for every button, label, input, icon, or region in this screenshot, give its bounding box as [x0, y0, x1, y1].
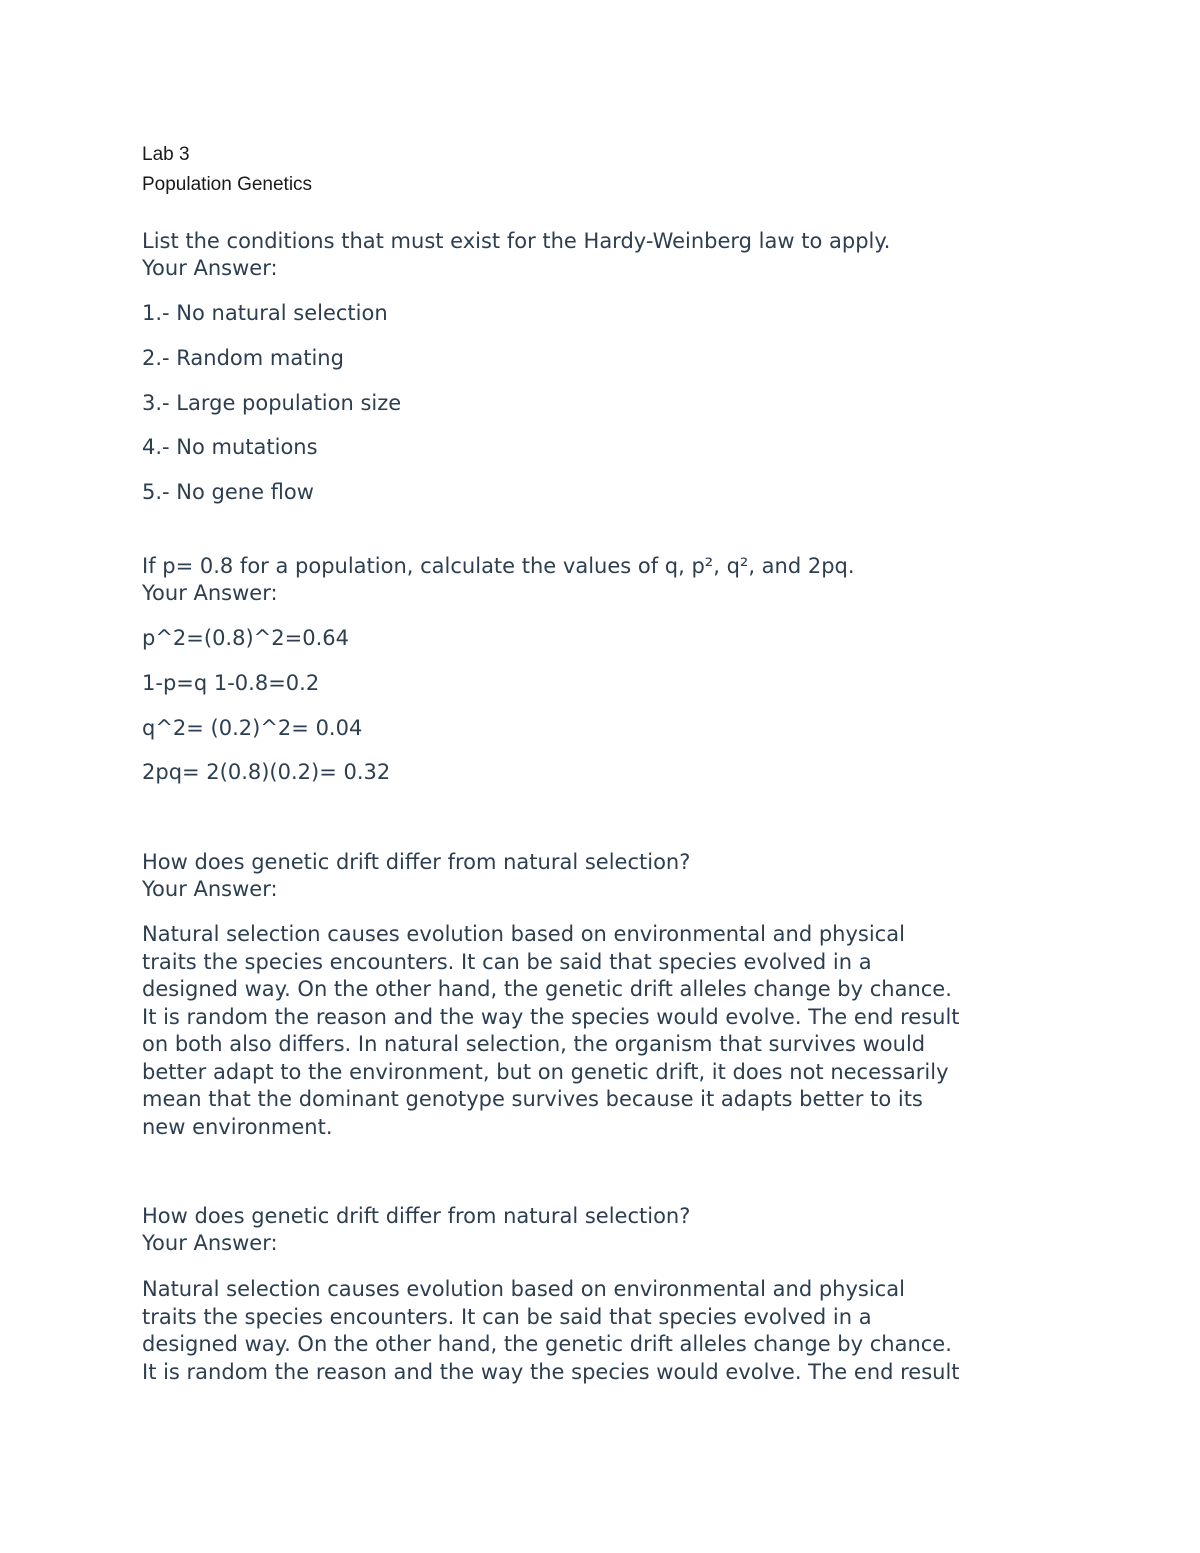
answer-paragraph — [142, 1276, 1072, 1386]
paragraph-line: It is random the reason and the way the species would evolve. The end result — [142, 1004, 960, 1029]
answer-label: Your Answer: — [142, 877, 278, 901]
list-item: 4.- No mutations — [142, 435, 318, 459]
paragraph-line: traits the species encounters. It can be said that species evolved in a — [142, 1304, 872, 1329]
paragraph-line: mean that the dominant genotype survives because it adapts better to its — [142, 1087, 923, 1111]
answer-paragraph — [142, 921, 1072, 1141]
list-item: 5.- No gene flow — [142, 480, 314, 504]
paragraph-line: designed way. On the other hand, the genetic drift alleles change by chance. — [142, 1332, 952, 1356]
question-genetic-drift: How does genetic drift differ from natural selection? — [142, 850, 691, 874]
paragraph-line: better adapt to the environment, but on genetic drift, it does not necessarily — [142, 1059, 949, 1084]
document-title: Population Genetics — [142, 174, 313, 195]
paragraph-line: traits the species encounters. It can be said that species evolved in a — [142, 949, 872, 974]
paragraph-line: Natural selection causes evolution based on environmental and physical — [142, 922, 905, 946]
calculation-line: 1-p=q 1-0.8=0.2 — [142, 671, 320, 695]
calculation-line: 2pq= 2(0.8)(0.2)= 0.32 — [142, 760, 391, 784]
answer-label: Your Answer: — [142, 256, 278, 280]
question-genetic-drift: How does genetic drift differ from natural selection? — [142, 1204, 691, 1228]
paragraph-line: designed way. On the other hand, the genetic drift alleles change by chance. — [142, 977, 952, 1001]
list-item: 2.- Random mating — [142, 346, 344, 370]
calculation-line: p^2=(0.8)^2=0.64 — [142, 626, 349, 650]
paragraph-line: Natural selection causes evolution based on environmental and physical — [142, 1277, 905, 1301]
paragraph-line: new environment. — [142, 1114, 333, 1139]
paragraph-line: on both also differs. In natural selection, the organism that survives would — [142, 1032, 926, 1056]
question-allele-frequency: If p= 0.8 for a population, calculate the values of q, p², q², and 2pq. — [142, 554, 855, 578]
paragraph-line: It is random the reason and the way the species would evolve. The end result — [142, 1359, 960, 1384]
answer-label: Your Answer: — [142, 581, 278, 605]
answer-label: Your Answer: — [142, 1231, 278, 1255]
lab-number: Lab 3 — [142, 144, 190, 165]
calculation-line: q^2= (0.2)^2= 0.04 — [142, 716, 363, 740]
question-hardy-weinberg: List the conditions that must exist for the Hardy-Weinberg law to apply. — [142, 229, 891, 253]
list-item: 1.- No natural selection — [142, 301, 388, 325]
list-item: 3.- Large population size — [142, 391, 402, 415]
